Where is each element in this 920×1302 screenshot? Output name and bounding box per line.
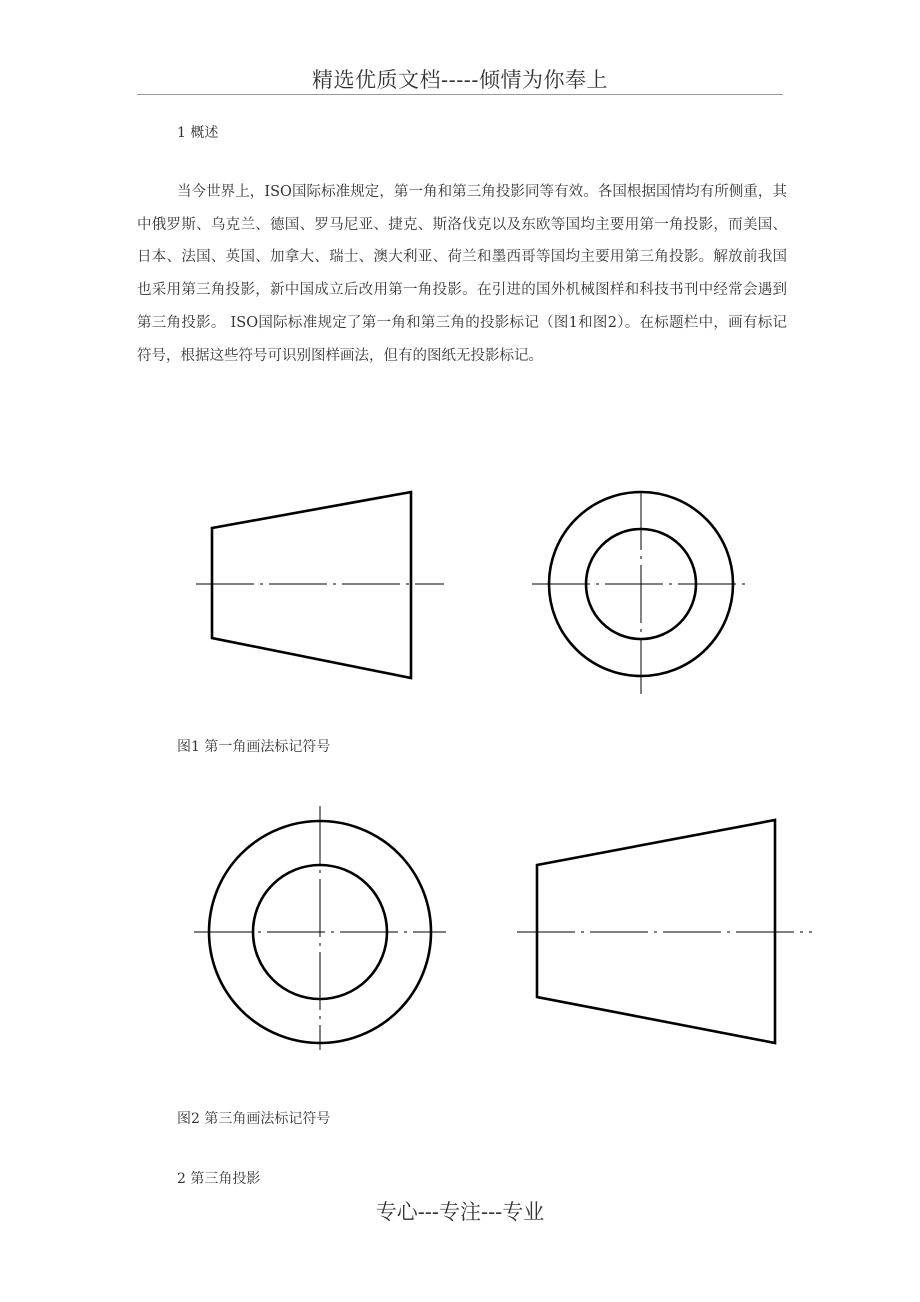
section-heading-third-angle: 2 第三角投影 <box>177 1171 261 1187</box>
section-heading-overview: 1 概述 <box>177 125 219 141</box>
page-header-title: 精选优质文档-----倾情为你奉上 <box>312 68 608 92</box>
figure-1-caption: 图1 第一角画法标记符号 <box>177 739 331 755</box>
header-divider <box>137 94 783 95</box>
figure-2-third-angle-symbol <box>0 800 920 1050</box>
figure-2-caption: 图2 第三角画法标记符号 <box>177 1111 331 1127</box>
body-paragraph: 当今世界上，ISO国际标准规定，第一角和第三角投影同等有效。各国根据国情均有所侧重，其中俄罗斯、乌克兰、德国、罗马尼亚、捷克、斯洛伐克以及东欧等国均主要用第一角投影，而美国、日本、法国、英国、加拿大、瑞士、澳大利亚、荷兰和墨西哥等国均主要用第三角投影。解放前我国也采用第三角投影，新中国成立后改用第一角投影。在引进的国外机械图样和科技书刊中经常会遇到第三角投影。 ISO国际标准规定了第一角和第三角的投影标记（图1和图2）。在标题栏中，画有标记符号，根据这些符号可识别图样画法，但有的图纸无投影标记。 <box>137 184 787 364</box>
frustum-view <box>212 492 411 678</box>
page-footer: 专心---专注---专业 <box>375 1200 545 1224</box>
figure-1-first-angle-symbol <box>0 480 920 700</box>
